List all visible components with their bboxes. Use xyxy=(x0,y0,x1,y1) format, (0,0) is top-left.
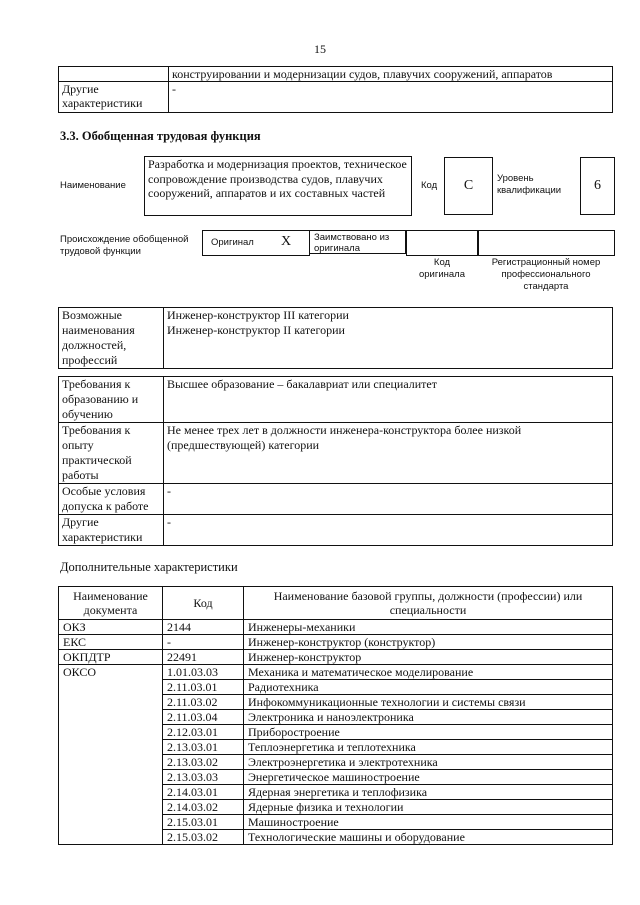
code-label: Код xyxy=(421,180,438,191)
positions-table xyxy=(58,307,613,369)
name-cell: Инженер-конструктор xyxy=(244,650,613,665)
original-box xyxy=(202,230,310,256)
code-cell: 2.11.03.02 xyxy=(163,695,244,710)
code-cell: 2.15.03.01 xyxy=(163,815,244,830)
positions-label: Возможные наименования должностей, профессий xyxy=(59,308,164,369)
other-characteristics-label: Другие характеристики xyxy=(59,82,169,113)
requirement-label: Требования к образованию и обучению xyxy=(59,377,164,423)
name-cell: Инфокоммуникационные технологии и системы связи xyxy=(244,695,613,710)
level-label: Уровень квалификации xyxy=(497,173,562,196)
code-cell: 2.11.03.04 xyxy=(163,710,244,725)
requirement-value: Высшее образование – бакалавриат или специалитет xyxy=(164,377,613,423)
table-row xyxy=(59,650,613,665)
level-value: 6 xyxy=(594,178,601,193)
table-row xyxy=(59,665,613,680)
registration-caption: Регистрационный номер профессионального стандарта xyxy=(491,257,601,292)
function-name-value: Разработка и модернизация проектов, техническое сопровождение производства судов, плавучих сооружений, аппаратов и их составных частей xyxy=(148,157,407,200)
doc-cell: ОКСО xyxy=(59,665,163,845)
header-document: Наименование документа xyxy=(59,587,163,620)
name-label: Наименование xyxy=(60,180,126,191)
name-cell: Технологические машины и оборудование xyxy=(244,830,613,845)
continuation-table xyxy=(58,66,613,113)
code-cell: 22491 xyxy=(163,650,244,665)
borrowed-label: Заимствовано из оригинала xyxy=(314,232,390,254)
name-cell: Энергетическое машиностроение xyxy=(244,770,613,785)
requirement-value: - xyxy=(164,484,613,515)
name-cell: Теплоэнергетика и теплотехника xyxy=(244,740,613,755)
page-number: 15 xyxy=(314,42,326,56)
code-cell: 2.14.03.02 xyxy=(163,800,244,815)
borrowed-box xyxy=(309,230,406,254)
name-cell: Инженер-конструктор (конструктор) xyxy=(244,635,613,650)
function-code-box xyxy=(444,157,493,215)
original-mark: X xyxy=(281,234,292,249)
other-characteristics-value: - xyxy=(169,82,613,113)
table-row xyxy=(59,635,613,650)
table-row xyxy=(59,620,613,635)
code-cell: 2.15.03.02 xyxy=(163,830,244,845)
doc-cell: ОКПДТР xyxy=(59,650,163,665)
requirement-value: Не менее трех лет в должности инженера-конструктора более низкой (предшествующей) категории xyxy=(164,423,613,484)
original-code-box xyxy=(406,230,479,256)
empty-cell xyxy=(59,67,169,82)
function-name-box xyxy=(144,156,412,216)
name-cell: Ядерная энергетика и теплофизика xyxy=(244,785,613,800)
function-code-value: C xyxy=(463,178,474,193)
position-item: Инженер-конструктор II категории xyxy=(167,323,345,337)
additional-title: Дополнительные характеристики xyxy=(60,560,238,574)
requirement-value: - xyxy=(164,515,613,546)
name-cell: Инженеры-механики xyxy=(244,620,613,635)
header-code: Код xyxy=(163,587,244,620)
original-label: Оригинал xyxy=(211,237,254,248)
name-cell: Электроэнергетика и электротехника xyxy=(244,755,613,770)
requirement-label: Требования к опыту практической работы xyxy=(59,423,164,484)
requirements-table xyxy=(58,376,613,546)
position-item: Инженер-конструктор III категории xyxy=(167,308,349,322)
requirement-label: Особые условия допуска к работе xyxy=(59,484,164,515)
code-cell: 2.13.03.03 xyxy=(163,770,244,785)
section-title: 3.3. Обобщенная трудовая функция xyxy=(60,129,261,143)
code-cell: 2.11.03.01 xyxy=(163,680,244,695)
name-cell: Ядерные физика и технологии xyxy=(244,800,613,815)
name-cell: Электроника и наноэлектроника xyxy=(244,710,613,725)
registration-number-box xyxy=(477,230,615,256)
doc-cell: ЕКС xyxy=(59,635,163,650)
header-name: Наименование базовой группы, должности (профессии) или специальности xyxy=(244,587,613,620)
additional-table xyxy=(58,586,613,845)
positions-values xyxy=(164,308,613,369)
level-box xyxy=(580,157,615,215)
code-cell: 2.13.03.02 xyxy=(163,755,244,770)
doc-cell: ОКЗ xyxy=(59,620,163,635)
origin-label: Происхождение обобщенной трудовой функции xyxy=(60,234,189,257)
name-cell: Машиностроение xyxy=(244,815,613,830)
code-cell: - xyxy=(163,635,244,650)
requirement-label: Другие характеристики xyxy=(59,515,164,546)
code-cell: 2.13.03.01 xyxy=(163,740,244,755)
code-cell: 1.01.03.03 xyxy=(163,665,244,680)
code-cell: 2144 xyxy=(163,620,244,635)
name-cell: Механика и математическое моделирование xyxy=(244,665,613,680)
name-cell: Приборостроение xyxy=(244,725,613,740)
code-original-caption: Код оригинала xyxy=(418,257,465,280)
code-cell: 2.12.03.01 xyxy=(163,725,244,740)
continuation-text: конструировании и модернизации судов, плавучих сооружений, аппаратов xyxy=(169,67,613,82)
name-cell: Радиотехника xyxy=(244,680,613,695)
code-cell: 2.14.03.01 xyxy=(163,785,244,800)
